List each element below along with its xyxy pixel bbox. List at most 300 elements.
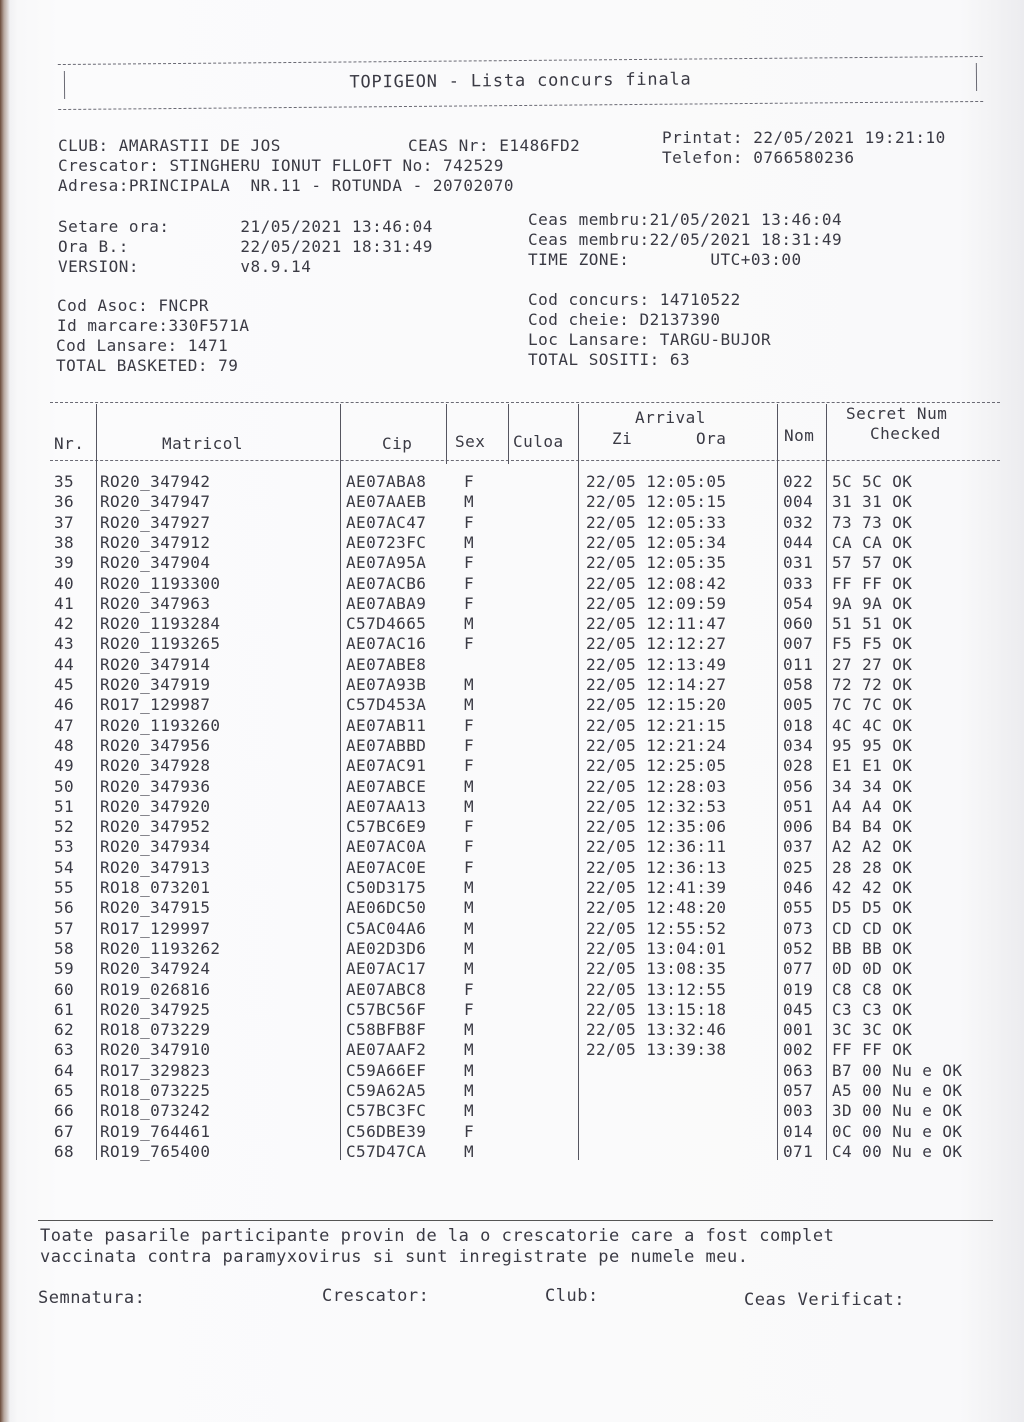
cell-nr: 39 xyxy=(54,553,75,573)
cell-matricol: RO20_347914 xyxy=(100,654,211,674)
cell-matricol: RO20_347947 xyxy=(100,492,211,512)
cell-arrival: 22/05 12:05:15 xyxy=(586,492,727,512)
cell-matricol: RO20_347925 xyxy=(100,999,211,1019)
club-signature-label: Club: xyxy=(545,1286,599,1306)
cell-nr: 37 xyxy=(54,512,75,532)
cell-nr: 46 xyxy=(54,695,75,715)
cell-sex: F xyxy=(464,837,475,857)
table-row xyxy=(50,574,1000,594)
cell-cip: C58BFB8F xyxy=(346,1020,427,1040)
table-row xyxy=(50,1122,1000,1142)
table-row xyxy=(50,614,1000,634)
cell-arrival: 22/05 12:35:06 xyxy=(586,817,727,837)
col-divider-cip xyxy=(446,404,447,464)
table-row xyxy=(50,675,1000,695)
cell-nr: 43 xyxy=(54,634,75,654)
header-nr: Nr. xyxy=(54,434,85,453)
table-row xyxy=(50,878,1000,898)
key-code: Cod cheie: D2137390 xyxy=(528,310,721,329)
cell-secret-check: 73 73 OK xyxy=(832,512,913,532)
cell-secret-check: FF FF OK xyxy=(832,573,913,593)
cell-cip: C57BC56F xyxy=(346,999,427,1019)
cell-matricol: RO20_347912 xyxy=(100,532,211,552)
cell-secret-check: 34 34 OK xyxy=(832,776,913,796)
cell-nom: 056 xyxy=(783,776,814,796)
cell-sex: M xyxy=(464,1040,475,1060)
cell-matricol: RO20_1193265 xyxy=(100,634,221,654)
cell-secret-check: A5 00 Nu e OK xyxy=(832,1081,963,1100)
cell-nr: 47 xyxy=(54,715,75,735)
cell-nr: 44 xyxy=(54,654,75,674)
cell-nom: 007 xyxy=(783,634,814,654)
cell-sex: F xyxy=(464,756,475,776)
table-row xyxy=(50,655,1000,675)
cell-matricol: RO18_073242 xyxy=(100,1101,211,1121)
cell-nr: 64 xyxy=(54,1060,75,1080)
marking-id: Id marcare:330F571A xyxy=(57,316,250,335)
cell-matricol: RO17_129987 xyxy=(100,695,211,715)
cell-nom: 005 xyxy=(783,695,814,715)
cell-arrival: 22/05 12:21:15 xyxy=(586,715,727,735)
results-table xyxy=(50,392,1000,1172)
cell-matricol: RO20_347919 xyxy=(100,675,211,694)
cell-arrival: 22/05 12:14:27 xyxy=(586,675,727,694)
cell-matricol: RO20_1193284 xyxy=(100,614,221,634)
header-matricol: Matricol xyxy=(162,434,244,453)
cell-secret-check: 3C 3C OK xyxy=(832,1020,913,1040)
cell-sex: F xyxy=(464,999,475,1019)
cell-matricol: RO17_329823 xyxy=(100,1060,211,1080)
cell-cip: C50D3175 xyxy=(346,878,427,897)
cell-cip: AE07AB11 xyxy=(346,715,427,735)
cell-nom: 034 xyxy=(783,735,814,755)
cell-nr: 38 xyxy=(54,532,75,552)
cell-nr: 36 xyxy=(54,492,75,512)
cell-nom: 004 xyxy=(783,492,814,512)
table-row xyxy=(50,1000,1000,1020)
cell-secret-check: C8 C8 OK xyxy=(832,979,913,999)
table-row xyxy=(50,898,1000,918)
cell-nr: 53 xyxy=(54,837,75,857)
cell-nom: 002 xyxy=(783,1040,814,1060)
cell-arrival: 22/05 12:08:42 xyxy=(586,573,727,593)
cell-matricol: RO20_347920 xyxy=(100,796,211,816)
cell-arrival: 22/05 12:41:39 xyxy=(586,878,727,897)
cell-sex: F xyxy=(464,593,475,613)
table-row xyxy=(50,939,1000,959)
table-row xyxy=(50,553,1000,573)
cell-secret-check: 4C 4C OK xyxy=(832,715,913,735)
table-top-rule xyxy=(50,402,1000,403)
cell-secret-check: A4 A4 OK xyxy=(832,796,913,816)
release-location: Loc Lansare: TARGU-BUJOR xyxy=(528,330,772,349)
table-row xyxy=(50,959,1000,979)
table-row xyxy=(50,736,1000,756)
cell-cip: AE07AC0E xyxy=(346,857,427,877)
cell-cip: AE07ABE8 xyxy=(346,654,427,674)
cell-sex: F xyxy=(464,979,475,999)
cell-nom: 057 xyxy=(783,1081,814,1100)
cell-nom: 018 xyxy=(783,715,814,735)
table-row xyxy=(50,1020,1000,1040)
cell-nom: 019 xyxy=(783,979,814,999)
address: Adresa:PRINCIPALA NR.11 - ROTUNDA - 20702070 xyxy=(58,176,514,195)
cell-cip: AE07ABCE xyxy=(346,776,427,796)
cell-nom: 031 xyxy=(783,553,814,573)
cell-matricol: RO20_347956 xyxy=(100,735,211,755)
cell-cip: AE07A93B xyxy=(346,675,427,694)
header-time: Ora xyxy=(696,429,727,448)
clock-number: CEAS Nr: E1486FD2 xyxy=(408,136,581,155)
header-day: Zi xyxy=(612,429,633,448)
table-row xyxy=(50,858,1000,878)
cell-matricol: RO20_347924 xyxy=(100,959,211,979)
cell-secret-check: 57 57 OK xyxy=(832,553,913,573)
cell-matricol: RO19_026816 xyxy=(100,979,211,999)
association-code: Cod Asoc: FNCPR xyxy=(57,296,209,315)
cell-matricol: RO20_1193260 xyxy=(100,715,221,735)
cell-nom: 037 xyxy=(783,837,814,857)
cell-nom: 014 xyxy=(783,1121,814,1141)
cell-nr: 54 xyxy=(54,857,75,877)
table-row xyxy=(50,533,1000,553)
cell-cip: C5AC04A6 xyxy=(346,918,427,938)
cell-secret-check: 0C 00 Nu e OK xyxy=(832,1121,963,1141)
cell-arrival: 22/05 12:05:34 xyxy=(586,532,727,552)
cell-matricol: RO20_1193300 xyxy=(100,573,221,593)
cell-sex: M xyxy=(464,532,475,552)
cell-cip: AE07AA13 xyxy=(346,796,427,816)
cell-cip: AE07AC17 xyxy=(346,959,427,979)
cell-secret-check: 3D 00 Nu e OK xyxy=(832,1101,963,1121)
col-divider-sex xyxy=(508,404,509,464)
cell-nom: 046 xyxy=(783,878,814,897)
cell-secret-check: 51 51 OK xyxy=(832,614,913,634)
cell-arrival: 22/05 12:36:11 xyxy=(586,837,727,857)
cell-secret-check: D5 D5 OK xyxy=(832,898,913,918)
table-row xyxy=(50,695,1000,715)
cell-cip: AE07A95A xyxy=(346,553,427,573)
printed-date: Printat: 22/05/2021 19:21:10 xyxy=(662,128,946,147)
cell-cip: C59A62A5 xyxy=(346,1081,427,1100)
cell-matricol: RO17_129997 xyxy=(100,918,211,938)
cell-secret-check: CD CD OK xyxy=(832,918,913,938)
cell-sex: M xyxy=(464,938,475,958)
cell-cip: C57BC6E9 xyxy=(346,817,427,837)
phone-number: Telefon: 0766580236 xyxy=(662,148,855,167)
cell-arrival: 22/05 12:28:03 xyxy=(586,776,727,796)
cell-matricol: RO20_347934 xyxy=(100,837,211,857)
table-row xyxy=(50,817,1000,837)
cell-sex: F xyxy=(464,512,475,532)
cell-nr: 59 xyxy=(54,959,75,979)
report-title-banner xyxy=(58,56,983,110)
cell-arrival: 22/05 13:08:35 xyxy=(586,959,727,979)
cell-secret-check: CA CA OK xyxy=(832,532,913,552)
cell-nr: 45 xyxy=(54,675,75,694)
cell-matricol: RO20_347952 xyxy=(100,817,211,837)
cell-cip: AE07AC47 xyxy=(346,512,427,532)
cell-arrival: 22/05 12:55:52 xyxy=(586,918,727,938)
cell-nom: 001 xyxy=(783,1020,814,1040)
cell-nr: 35 xyxy=(54,472,75,491)
cell-cip: C57D4665 xyxy=(346,614,427,634)
cell-sex: M xyxy=(464,614,475,634)
cell-cip: AE07ACB6 xyxy=(346,573,427,593)
table-row xyxy=(50,716,1000,736)
cell-secret-check: 95 95 OK xyxy=(832,735,913,755)
cell-matricol: RO20_347928 xyxy=(100,756,211,776)
table-row xyxy=(50,1040,1000,1060)
cell-secret-check: FF FF OK xyxy=(832,1040,913,1060)
cell-nom: 071 xyxy=(783,1141,814,1161)
cell-sex: M xyxy=(464,959,475,979)
cell-matricol: RO20_347927 xyxy=(100,512,211,532)
cell-secret-check: 72 72 OK xyxy=(832,675,913,694)
cell-arrival: 22/05 12:36:13 xyxy=(586,857,727,877)
vaccination-statement-line-1: Toate pasarile participante provin de la o crescatorie care a fost complet xyxy=(40,1226,835,1246)
table-row xyxy=(50,837,1000,857)
cell-matricol: RO20_347910 xyxy=(100,1040,211,1060)
header-arrival: Arrival xyxy=(635,408,706,427)
report-title: TOPIGEON - Lista concurs finala xyxy=(349,69,692,93)
cell-nr: 50 xyxy=(54,776,75,796)
cell-sex: M xyxy=(464,1141,475,1161)
cell-arrival: 22/05 13:04:01 xyxy=(586,938,727,958)
cell-arrival: 22/05 13:12:55 xyxy=(586,979,727,999)
header-nom: Nom xyxy=(784,426,815,445)
cell-nr: 48 xyxy=(54,735,75,755)
cell-sex: F xyxy=(464,857,475,877)
cell-arrival: 22/05 13:32:46 xyxy=(586,1020,727,1040)
total-basketed: TOTAL BASKETED: 79 xyxy=(56,356,239,375)
cell-secret-check: 31 31 OK xyxy=(832,492,913,512)
cell-sex: M xyxy=(464,776,475,796)
time-zone: TIME ZONE: UTC+03:00 xyxy=(528,250,802,269)
cell-nom: 051 xyxy=(783,796,814,816)
table-row xyxy=(50,634,1000,654)
cell-secret-check: 28 28 OK xyxy=(832,857,913,877)
cell-cip: C57BC3FC xyxy=(346,1101,427,1121)
cell-cip: AE07ABA8 xyxy=(346,472,427,491)
cell-sex: F xyxy=(464,715,475,735)
cell-sex: F xyxy=(464,1121,475,1141)
cell-secret-check: C3 C3 OK xyxy=(832,999,913,1019)
version: VERSION: v8.9.14 xyxy=(58,257,312,276)
release-code: Cod Lansare: 1471 xyxy=(56,336,229,355)
cell-sex: F xyxy=(464,573,475,593)
header-culoa: Culoa xyxy=(513,432,564,451)
cell-cip: C57D453A xyxy=(346,695,427,715)
cell-secret-check: 9A 9A OK xyxy=(832,593,913,613)
cell-nr: 65 xyxy=(54,1081,75,1100)
breeder-signature-label: Crescator: xyxy=(322,1286,430,1306)
cell-arrival: 22/05 12:13:49 xyxy=(586,654,727,674)
clock-set-time: Setare ora: 21/05/2021 13:46:04 xyxy=(58,217,433,236)
cell-sex: M xyxy=(464,796,475,816)
clock-b-time: Ora B.: 22/05/2021 18:31:49 xyxy=(58,237,433,256)
cell-sex: F xyxy=(464,817,475,837)
table-row xyxy=(50,919,1000,939)
cell-sex: M xyxy=(464,1060,475,1080)
cell-nr: 68 xyxy=(54,1141,75,1161)
cell-arrival: 22/05 13:15:18 xyxy=(586,999,727,1019)
cell-sex: F xyxy=(464,472,475,491)
cell-nr: 60 xyxy=(54,979,75,999)
cell-arrival: 22/05 12:05:35 xyxy=(586,553,727,573)
cell-nr: 57 xyxy=(54,918,75,938)
cell-sex: M xyxy=(464,878,475,897)
cell-matricol: RO19_765400 xyxy=(100,1141,211,1161)
cell-arrival: 22/05 12:11:47 xyxy=(586,614,727,634)
cell-matricol: RO18_073225 xyxy=(100,1081,211,1100)
cell-secret-check: E1 E1 OK xyxy=(832,756,913,776)
cell-secret-check: F5 F5 OK xyxy=(832,634,913,654)
table-header-rule xyxy=(50,460,1000,461)
cell-arrival: 22/05 12:15:20 xyxy=(586,695,727,715)
cell-nr: 55 xyxy=(54,878,75,897)
cell-nom: 077 xyxy=(783,959,814,979)
cell-nom: 006 xyxy=(783,817,814,837)
cell-arrival: 22/05 12:05:33 xyxy=(586,512,727,532)
cell-secret-check: 42 42 OK xyxy=(832,878,913,897)
race-code: Cod concurs: 14710522 xyxy=(528,290,741,309)
cell-secret-check: 0D 0D OK xyxy=(832,959,913,979)
clock-verified-label: Ceas Verificat: xyxy=(744,1290,906,1310)
cell-secret-check: B4 B4 OK xyxy=(832,817,913,837)
cell-sex: M xyxy=(464,695,475,715)
cell-secret-check: A2 A2 OK xyxy=(832,837,913,857)
cell-cip: AE02D3D6 xyxy=(346,938,427,958)
footer-rule xyxy=(38,1220,993,1221)
cell-sex: F xyxy=(464,634,475,654)
header-checked: Checked xyxy=(870,424,941,443)
cell-nom: 045 xyxy=(783,999,814,1019)
cell-sex: M xyxy=(464,1020,475,1040)
cell-arrival: 22/05 12:48:20 xyxy=(586,898,727,918)
cell-nom: 052 xyxy=(783,938,814,958)
total-arrived: TOTAL SOSITI: 63 xyxy=(528,350,691,369)
cell-nom: 054 xyxy=(783,593,814,613)
breeder-name: Crescator: STINGHERU IONUT FLLOFT No: 742529 xyxy=(58,156,504,175)
cell-nr: 41 xyxy=(54,593,75,613)
cell-secret-check: 5C 5C OK xyxy=(832,472,913,491)
cell-nom: 058 xyxy=(783,675,814,694)
cell-arrival: 22/05 12:25:05 xyxy=(586,756,727,776)
cell-nom: 022 xyxy=(783,472,814,491)
table-row xyxy=(50,1101,1000,1121)
cell-matricol: RO20_347913 xyxy=(100,857,211,877)
cell-matricol: RO20_347942 xyxy=(100,472,211,491)
cell-cip: C56DBE39 xyxy=(346,1121,427,1141)
header-sex: Sex xyxy=(455,432,486,451)
cell-cip: C57D47CA xyxy=(346,1141,427,1161)
cell-arrival: 22/05 12:12:27 xyxy=(586,634,727,654)
cell-nr: 52 xyxy=(54,817,75,837)
table-row xyxy=(50,492,1000,512)
cell-secret-check: C4 00 Nu e OK xyxy=(832,1141,963,1161)
table-row xyxy=(50,756,1000,776)
cell-cip: AE07AC91 xyxy=(346,756,427,776)
cell-matricol: RO20_347904 xyxy=(100,553,211,573)
table-row xyxy=(50,1081,1000,1101)
signature-label: Semnatura: xyxy=(38,1288,146,1308)
cell-cip: AE07AC16 xyxy=(346,634,427,654)
cell-sex: M xyxy=(464,675,475,694)
cell-nom: 044 xyxy=(783,532,814,552)
cell-nr: 61 xyxy=(54,999,75,1019)
cell-matricol: RO19_764461 xyxy=(100,1121,211,1141)
table-row xyxy=(50,797,1000,817)
cell-arrival: 22/05 12:21:24 xyxy=(586,735,727,755)
header-secret-num: Secret Num xyxy=(846,404,948,423)
cell-sex: M xyxy=(464,918,475,938)
cell-nr: 40 xyxy=(54,573,75,593)
cell-nr: 62 xyxy=(54,1020,75,1040)
cell-cip: AE07ABBD xyxy=(346,735,427,755)
cell-nr: 58 xyxy=(54,938,75,958)
cell-nr: 42 xyxy=(54,614,75,634)
member-clock-1: Ceas membru:21/05/2021 13:46:04 xyxy=(528,210,843,229)
cell-nom: 033 xyxy=(783,573,814,593)
cell-matricol: RO20_347963 xyxy=(100,593,211,613)
cell-nr: 56 xyxy=(54,898,75,918)
cell-nom: 003 xyxy=(783,1101,814,1121)
table-row xyxy=(50,594,1000,614)
vaccination-statement-line-2: vaccinata contra paramyxovirus si sunt inregistrate pe numele meu. xyxy=(40,1247,749,1267)
page-edge xyxy=(0,0,10,1422)
table-row xyxy=(50,513,1000,533)
cell-sex: M xyxy=(464,492,475,512)
cell-sex: M xyxy=(464,1081,475,1100)
cell-nom: 063 xyxy=(783,1060,814,1080)
table-row xyxy=(50,472,1000,492)
cell-matricol: RO20_347936 xyxy=(100,776,211,796)
cell-nr: 67 xyxy=(54,1121,75,1141)
cell-sex: F xyxy=(464,735,475,755)
cell-arrival: 22/05 12:32:53 xyxy=(586,796,727,816)
cell-secret-check: BB BB OK xyxy=(832,938,913,958)
cell-nom: 073 xyxy=(783,918,814,938)
cell-nr: 51 xyxy=(54,796,75,816)
table-row xyxy=(50,1142,1000,1162)
cell-nom: 025 xyxy=(783,857,814,877)
cell-nom: 032 xyxy=(783,512,814,532)
cell-cip: C59A66EF xyxy=(346,1060,427,1080)
header-cip: Cip xyxy=(382,434,413,453)
cell-nom: 011 xyxy=(783,654,814,674)
cell-matricol: RO20_1193262 xyxy=(100,938,221,958)
cell-secret-check: 27 27 OK xyxy=(832,654,913,674)
club-name: CLUB: AMARASTII DE JOS xyxy=(58,136,281,155)
cell-cip: AE07AC0A xyxy=(346,837,427,857)
table-row xyxy=(50,777,1000,797)
cell-arrival: 22/05 12:05:05 xyxy=(586,472,727,491)
cell-nom: 060 xyxy=(783,614,814,634)
cell-cip: AE0723FC xyxy=(346,532,427,552)
cell-matricol: RO18_073201 xyxy=(100,878,211,897)
cell-arrival: 22/05 12:09:59 xyxy=(586,593,727,613)
cell-secret-check: 7C 7C OK xyxy=(832,695,913,715)
cell-cip: AE07ABC8 xyxy=(346,979,427,999)
cell-sex: M xyxy=(464,898,475,918)
table-row xyxy=(50,1061,1000,1081)
cell-nr: 66 xyxy=(54,1101,75,1121)
table-row xyxy=(50,980,1000,1000)
cell-nom: 028 xyxy=(783,756,814,776)
cell-secret-check: B7 00 Nu e OK xyxy=(832,1060,963,1080)
cell-sex: M xyxy=(464,1101,475,1121)
